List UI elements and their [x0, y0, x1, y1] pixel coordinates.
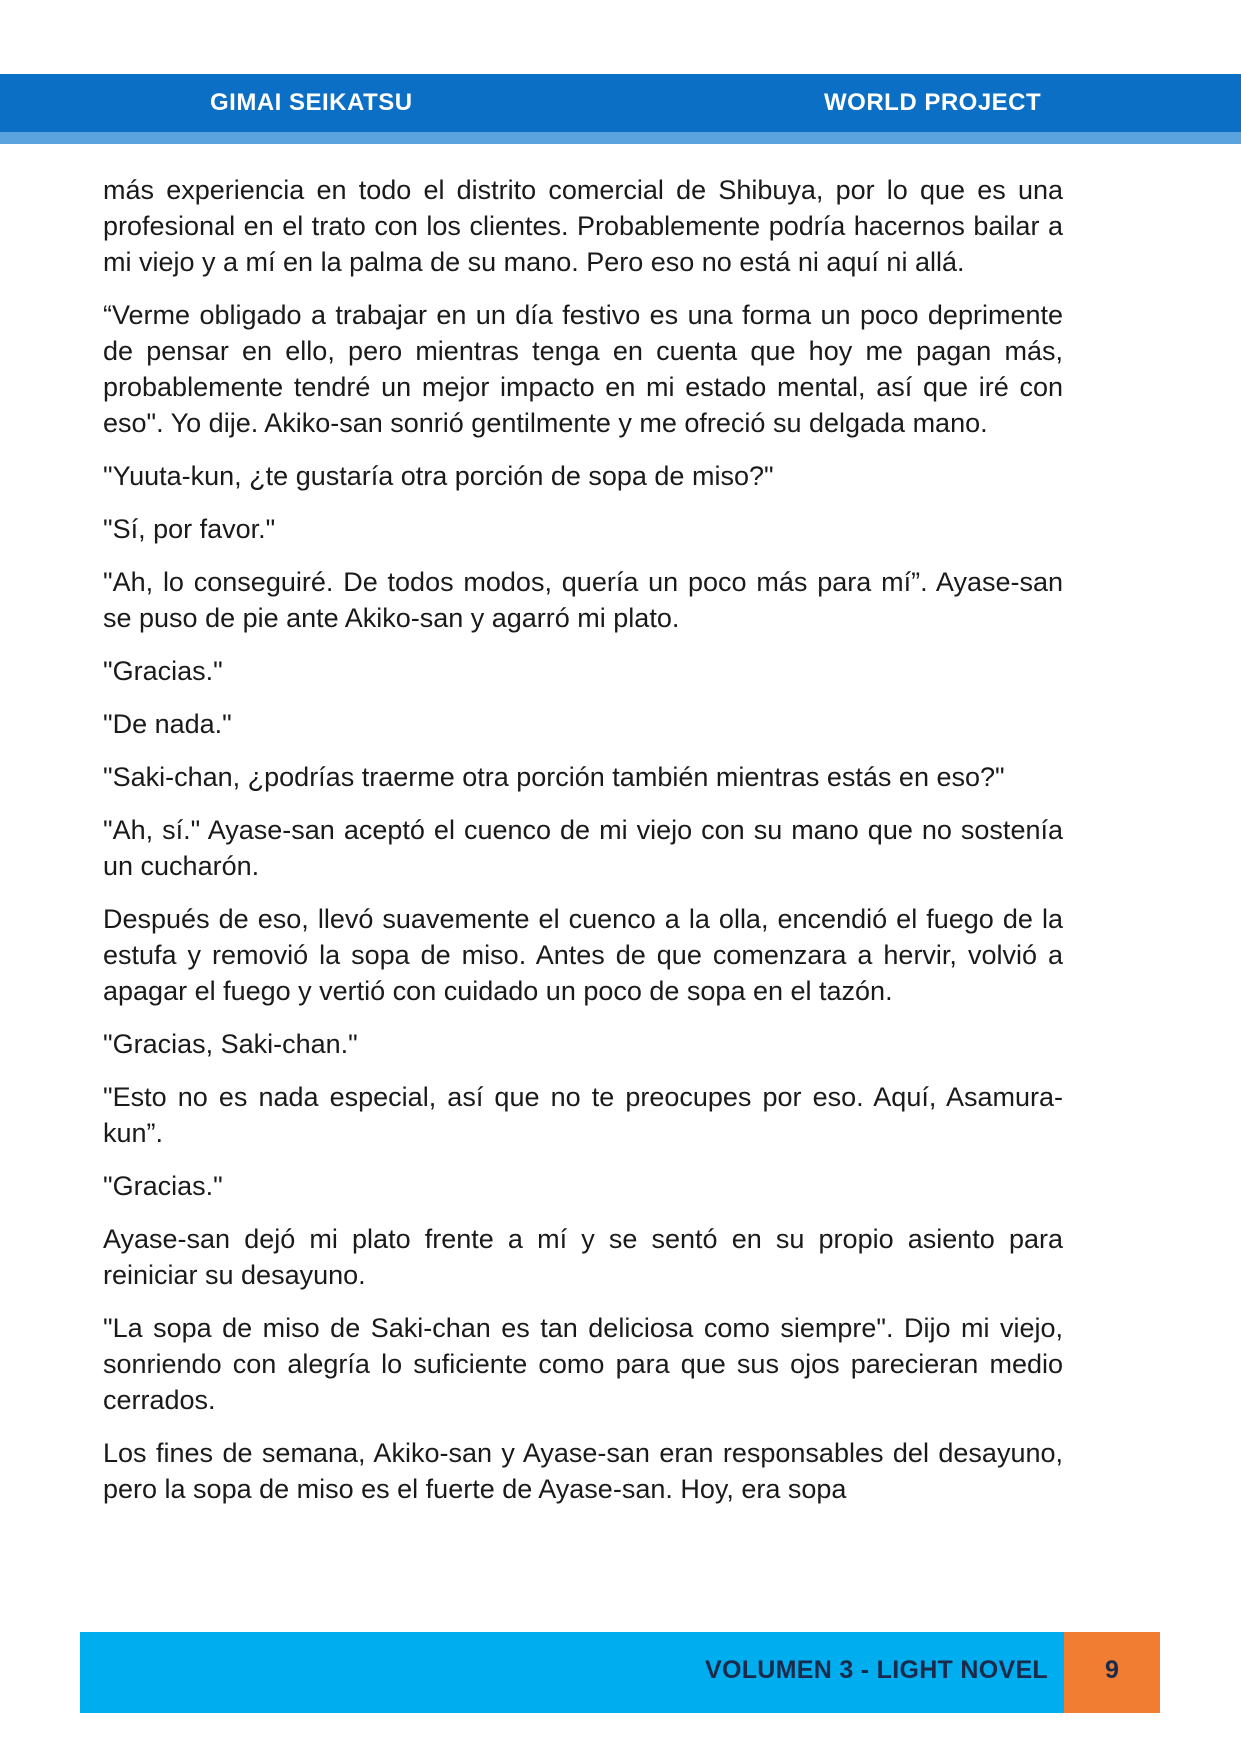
- paragraph: "Yuuta-kun, ¿te gustaría otra porción de sopa de miso?": [103, 461, 774, 491]
- page-number-box: [1064, 1632, 1160, 1713]
- footer-volume-label: VOLUMEN 3 - LIGHT NOVEL: [704, 1656, 1048, 1684]
- paragraph: "Sí, por favor.": [103, 514, 276, 544]
- paragraph: "Saki-chan, ¿podrías traerme otra porción también mientras estás en eso?": [103, 762, 1005, 792]
- page-header: [0, 74, 1241, 144]
- paragraph: “Verme obligado a trabajar en un día festivo es una forma un poco deprimente de pensar en ello, pero mientras tenga en cuenta que hoy me pagan más, probablemente tendré un mejor impacto en mi estado mental, así que iré con eso". Yo dije. Akiko-san sonrió gentilmente y me ofreció su delgada mano.: [103, 300, 1063, 438]
- body-text: [103, 172, 1063, 1524]
- header-project-title: WORLD PROJECT: [824, 89, 1042, 116]
- paragraph: Después de eso, llevó suavemente el cuenco a la olla, encendió el fuego de la estufa y removió la sopa de miso. Antes de que comenzara a hervir, volvió a apagar el fuego y vertió con cuidado un poco de sopa en el tazón.: [103, 904, 1063, 1006]
- paragraph: "Ah, lo conseguiré. De todos modos, quería un poco más para mí”. Ayase-san se puso de pie ante Akiko-san y agarró mi plato.: [103, 567, 1063, 633]
- paragraph: Ayase-san dejó mi plato frente a mí y se sentó en su propio asiento para reiniciar su desayuno.: [103, 1224, 1063, 1290]
- paragraph: más experiencia en todo el distrito comercial de Shibuya, por lo que es una profesional en el trato con los clientes. Probablemente podría hacernos bailar a mi viejo y a mí en la palma de su mano. Pero eso no está ni aquí ni allá.: [103, 175, 1063, 277]
- paragraph: Los fines de semana, Akiko-san y Ayase-san eran responsables del desayuno, pero la sopa de miso es el fuerte de Ayase-san. Hoy, era sopa: [103, 1438, 1063, 1504]
- paragraph: "Ah, sí." Ayase-san aceptó el cuenco de mi viejo con su mano que no sostenía un cucharón.: [103, 815, 1063, 881]
- paragraph: "Gracias.": [103, 1171, 223, 1201]
- paragraph: "Gracias.": [103, 656, 223, 686]
- header-series-title: GIMAI SEIKATSU: [210, 89, 413, 116]
- paragraph: "Gracias, Saki-chan.": [103, 1029, 358, 1059]
- page-footer: [80, 1632, 1064, 1713]
- paragraph: "Esto no es nada especial, así que no te preocupes por eso. Aquí, Asamura-kun”.: [103, 1082, 1063, 1148]
- paragraph: "La sopa de miso de Saki-chan es tan deliciosa como siempre". Dijo mi viejo, sonriendo con alegría lo suficiente como para que sus ojos parecieran medio cerrados.: [103, 1313, 1063, 1415]
- paragraph: "De nada.": [103, 709, 232, 739]
- page-number: 9: [1105, 1656, 1119, 1684]
